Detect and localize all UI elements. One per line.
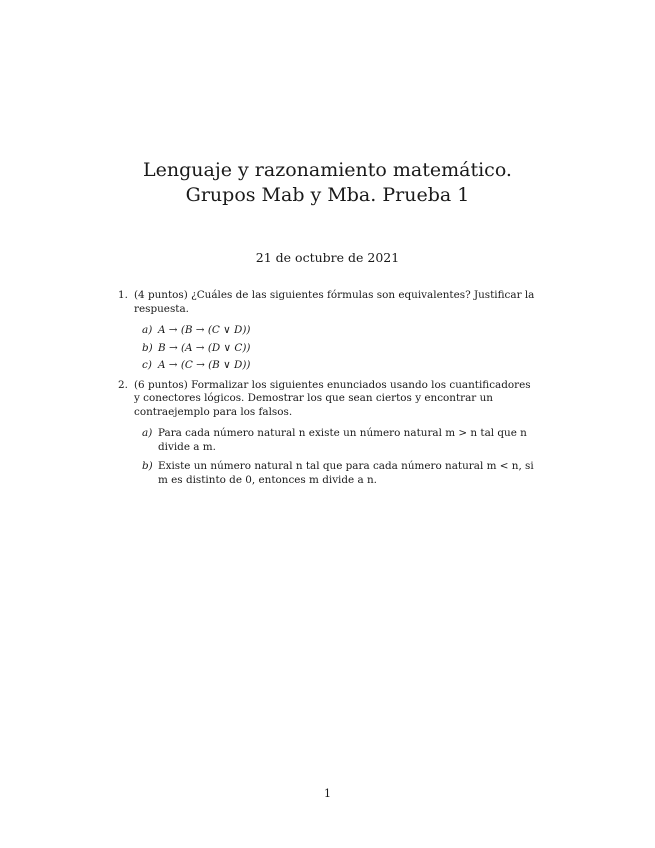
item-label: b) [142,460,153,472]
formula: A → (C → (B ∨ D)) [158,359,251,371]
item-label: a) [142,324,153,336]
statement-text: Para cada número natural n existe un número natural m > n tal que n divide a m. [158,427,527,453]
problem-statement: (4 puntos) ¿Cuáles de las siguientes fórmulas son equivalentes? Justificar la respuesta. [134,289,535,315]
title-line-2: Grupos Mab y Mba. Prueba 1 [185,184,470,206]
list-item [134,460,538,487]
formula-list [134,324,538,373]
formula: A → (B → (C ∨ D)) [158,324,251,336]
statement-text: Existe un número natural n tal que para cada número natural m < n, si m es distinto de 0, entonces m divide a n. [158,460,534,486]
list-item [134,359,538,373]
problem-number: 2. [118,378,128,391]
list-item [134,342,538,356]
problem-statement: (6 puntos) Formalizar los siguientes enunciados usando los cuantificadores y conectores lógicos. Demostrar los que sean ciertos y encontrar un contraejemplo para los falsos. [134,378,531,418]
item-label: b) [142,341,153,354]
problem-2 [118,379,538,488]
list-item [134,427,538,454]
problem-1 [118,289,538,373]
formula: B → (A → (D ∨ C)) [158,341,251,354]
item-label: a) [142,427,153,439]
page-number: 1 [324,787,331,800]
list-item [134,324,538,338]
problem-list [118,289,538,493]
item-label: c) [142,359,152,371]
document-date: 21 de octubre de 2021 [255,250,400,265]
title-line-1: Lenguaje y razonamiento matemático. [143,159,512,181]
document-title [0,158,655,208]
problem-number: 1. [118,289,128,301]
statement-list [134,427,538,487]
